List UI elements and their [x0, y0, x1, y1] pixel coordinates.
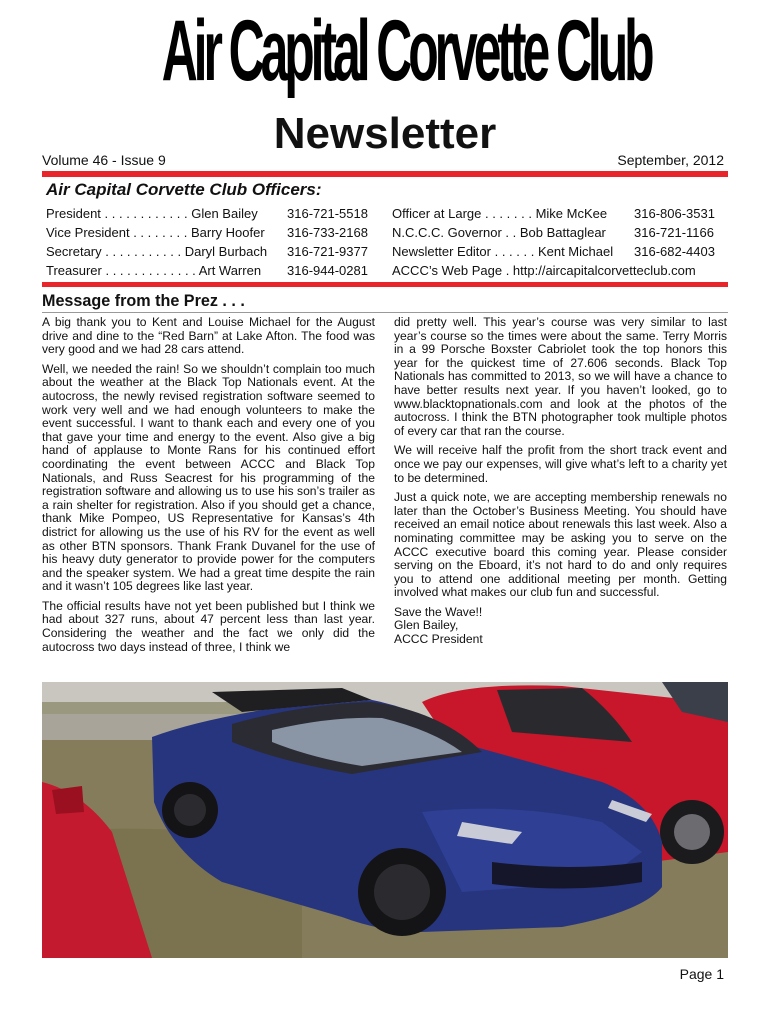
signoff-line: Save the Wave!!	[394, 604, 483, 619]
signoff-line: ACCC President	[394, 632, 483, 647]
officers-divider	[42, 282, 728, 287]
officers-heading: Air Capital Corvette Club Officers:	[46, 180, 322, 199]
issue-date: September, 2012	[617, 152, 724, 168]
paragraph: The official results have not yet been published but I think we had about 327 runs, about 47 percent less than last year. Considering the weather and the fact we only did the autocross two days instead of three, I think we	[42, 598, 375, 654]
officer-phone: 316-944-0281	[287, 263, 368, 278]
paragraph: A big thank you to Kent and Louise Michael for the August drive and dine to the “Red Barn” at Lake Afton. The food was very good and we had 28 cars attend.	[42, 316, 375, 357]
officer-phone: 316-721-5518	[287, 206, 368, 221]
dot-leader: . . . . . .	[490, 244, 538, 259]
dot-leader: . . . . . . . . . . . . .	[101, 263, 199, 278]
dot-leader: . . . . . . .	[481, 206, 536, 221]
officer-role: N.C.C.C. Governor	[392, 225, 502, 240]
officer-role: Secretary	[46, 244, 102, 259]
dot-leader: . . . . . . . . . . . .	[100, 206, 192, 221]
prez-column-right	[394, 316, 727, 647]
officer-phone: 316-806-3531	[634, 206, 715, 221]
dot-leader: .	[502, 263, 513, 278]
officer-row	[392, 263, 696, 278]
officer-phone: 316-733-2168	[287, 225, 368, 240]
officer-row	[392, 206, 607, 221]
officer-name: Mike McKee	[535, 206, 608, 221]
officer-role: Vice President	[46, 225, 130, 240]
officer-role: ACCC’s Web Page	[392, 263, 503, 278]
heading-rule	[42, 312, 728, 313]
paragraph: We will receive half the profit from the short track event and once we pay our expenses, will give what’s left to a charity yet to be determined.	[394, 443, 727, 485]
paragraph: Well, we needed the rain! So we shouldn’t complain too much about the weather at the Black Top Nationals event. At the autocross, the newly revised registration software seemed to work very well and we had enough volunteers to make the event successful. I want to thank each and every one of you that gave your time and energy to the event. Also give a big hand of applause to Monte Rans for his continued effort coordinating the event between ACCC and Black Top Nationals, and Russ Seacrest for his programming of the registration software and allowing us to use his son’s trailer as a rain shelter for registration. Also if you should get a chance, thank Mike Pompeo, US Representative for Kansas’s 4th district for allowing us the use of his RV for the event as well as other BTN sponsors. Thank Frank Duvanel for the use of his heavy duty generator to provide power for the computers and the speaker system. We had a great time despite the rain and it wasn’t 105 degrees like last year.	[42, 361, 375, 594]
officer-phone: 316-721-9377	[287, 244, 368, 259]
officer-row	[46, 225, 265, 240]
officer-name: Art Warren	[198, 263, 262, 278]
officer-row	[46, 244, 267, 259]
paragraph: did pretty well. This year’s course was very similar to last year’s course so the times were about the same. Terry Morris in a 99 Porsche Boxster Cabriolet took the top honors this year for the quickest time of 27.606 seconds. Black Top Nationals has committed to 2013, so we will have a chance to have better results next year. If you haven’t looked, go to www.blacktopnationals.com and look at the photos of the autocross. I think the BTN photographer took multiple photos of every car that ran the course.	[394, 315, 727, 438]
newsletter-subtitle: Newsletter	[273, 109, 497, 158]
officer-row	[392, 225, 606, 240]
officer-name: Kent Michael	[537, 244, 614, 259]
masthead-title: Air Capital Corvette Club	[161, 3, 651, 99]
dot-leader: . .	[501, 225, 520, 240]
officer-role: Newsletter Editor	[392, 244, 491, 259]
signoff-line: Glen Bailey,	[394, 618, 459, 633]
corvette-photo	[42, 682, 728, 958]
dot-leader: . . . . . . . .	[129, 225, 191, 240]
prez-column-left	[42, 316, 375, 680]
officer-name: Glen Bailey	[191, 206, 258, 221]
volume-issue: Volume 46 - Issue 9	[42, 152, 166, 168]
officer-role: President	[46, 206, 101, 221]
paragraph: Just a quick note, we are accepting membership renewals no later than the October’s Business Meeting. You should have received an email notice about renewals this last week. Also a nominating committee may be asking you to serve on the ACCC executive board this coming year. Please consider serving on the Eboard, it’s not hard to do and only requires you to attend one additional meeting per month. Getting involved what makes our club fun and successful.	[394, 490, 727, 600]
prez-heading: Message from the Prez . . .	[42, 291, 245, 310]
officer-name: Barry Hoofer	[191, 225, 265, 240]
officer-phone: 316-682-4403	[634, 244, 715, 259]
officer-phone: 316-721-1166	[634, 225, 714, 240]
officer-name: Bob Battaglear	[519, 225, 606, 240]
dot-leader: . . . . . . . . . . .	[101, 244, 185, 259]
officer-row	[46, 263, 261, 278]
officer-row	[392, 244, 613, 259]
officer-row	[46, 206, 258, 221]
officer-role: Treasurer	[46, 263, 102, 278]
page-number: Page 1	[679, 966, 724, 982]
officer-role: Officer at Large	[392, 206, 482, 221]
header-divider	[42, 171, 728, 177]
website-link[interactable]: http://aircapitalcorvetteclub.com	[512, 263, 696, 278]
officer-name: Daryl Burbach	[184, 244, 268, 259]
